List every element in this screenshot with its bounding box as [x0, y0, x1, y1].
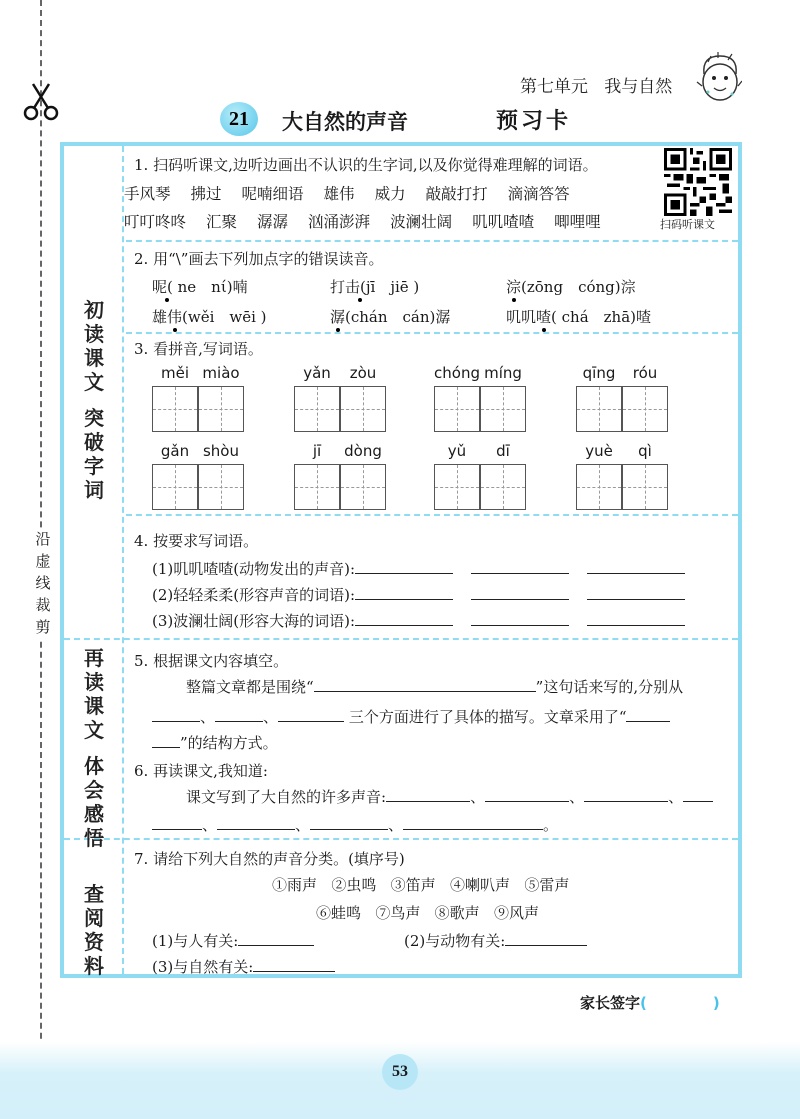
answer-blank[interactable]: [471, 611, 569, 626]
answer-blank[interactable]: [386, 787, 470, 802]
pinyin-choice[interactable]: 雄伟(wěi wēi ): [152, 308, 267, 326]
word-item[interactable]: 滴滴答答: [507, 185, 570, 203]
answer-blank[interactable]: [471, 559, 569, 574]
question-1: 1. 扫码听课文,边听边画出不认识的生字词,以及你觉得难理解的词语。: [134, 156, 598, 174]
word-item[interactable]: 汹涌澎湃: [308, 213, 371, 231]
fill-line: ”的结构方式。: [152, 732, 278, 753]
answer-row: (2)与动物有关:: [404, 930, 587, 951]
writing-box[interactable]: [294, 464, 340, 510]
writing-box[interactable]: [576, 464, 622, 510]
word-list-row-2: [124, 210, 621, 232]
sound-option: ②虫鸣: [331, 876, 377, 894]
writing-box[interactable]: [152, 386, 198, 432]
word-item[interactable]: 拂过: [190, 185, 222, 203]
sound-option: ⑧歌声: [434, 904, 480, 922]
answer-row: (1)叽叽喳喳(动物发出的声音):: [152, 558, 685, 579]
divider: [126, 514, 738, 516]
word-item[interactable]: 手风琴: [124, 185, 171, 203]
writing-box[interactable]: [434, 464, 480, 510]
lesson-title: 大自然的声音: [282, 109, 408, 134]
lesson-title-row: [220, 102, 600, 138]
answer-blank[interactable]: [278, 707, 344, 722]
answer-blank[interactable]: [217, 815, 295, 830]
writing-box[interactable]: [340, 464, 386, 510]
answer-blank[interactable]: [152, 815, 202, 830]
fill-line: 、 、 三个方面进行了具体的描写。文章采用了“: [152, 706, 670, 727]
qr-code-icon[interactable]: [664, 148, 732, 216]
answer-blank[interactable]: [215, 707, 263, 722]
question-5: 5. 根据课文内容填空。: [134, 652, 289, 670]
sound-option: ⑦鸟声: [375, 904, 421, 922]
sound-option: ③笛声: [390, 876, 436, 894]
writing-box[interactable]: [576, 386, 622, 432]
sound-option: ⑤雷声: [524, 876, 570, 894]
sound-options-row-1: [272, 874, 569, 895]
pinyin-choice[interactable]: 打击(jī jiē ): [330, 278, 420, 296]
writing-box[interactable]: [480, 386, 526, 432]
unit-topic: 我与自然: [604, 77, 673, 97]
fill-line: 整篇文章都是围绕“ ”这句话来写的,分别从: [186, 678, 684, 696]
answer-blank[interactable]: [683, 787, 713, 802]
word-item[interactable]: 雄伟: [323, 185, 355, 203]
question-7: 7. 请给下列大自然的声音分类。(填序号): [134, 850, 405, 868]
pinyin-choice[interactable]: 呢( ne nί)喃: [152, 278, 248, 296]
question-6: 6. 再读课文,我知道:: [134, 762, 268, 780]
answer-blank[interactable]: [471, 585, 569, 600]
word-item[interactable]: 潺潺: [257, 213, 289, 231]
divider: [64, 638, 738, 640]
word-item[interactable]: 威力: [374, 185, 406, 203]
word-list-row-1: [124, 182, 590, 204]
writing-box[interactable]: [198, 464, 244, 510]
unit-label: 第七单元: [520, 77, 588, 97]
answer-blank[interactable]: [355, 611, 453, 626]
preview-card-label: 预习卡: [496, 109, 572, 134]
answer-row: (1)与人有关:: [152, 930, 314, 951]
answer-blank[interactable]: [152, 707, 200, 722]
answer-blank[interactable]: [355, 585, 453, 600]
section-label-second-reading: 再 读 课 文 体 会 感 悟: [84, 646, 104, 850]
sound-option: ①雨声: [272, 876, 318, 894]
scissors-icon: [22, 82, 60, 122]
answer-blank[interactable]: [626, 707, 670, 722]
answer-blank[interactable]: [584, 787, 668, 802]
qr-caption: 扫码听课文: [660, 218, 715, 231]
answer-blank[interactable]: [314, 677, 536, 692]
writing-box[interactable]: [294, 386, 340, 432]
answer-row: (2)轻轻柔柔(形容声音的词语):: [152, 584, 685, 605]
word-item[interactable]: 波澜壮阔: [390, 213, 453, 231]
unit-heading: [520, 72, 672, 97]
writing-box[interactable]: [152, 464, 198, 510]
fill-line: 、 、 、 。: [152, 814, 558, 835]
pinyin-choice[interactable]: 潺(chán cán)潺: [330, 308, 451, 326]
writing-box[interactable]: [198, 386, 244, 432]
word-item[interactable]: 敲敲打打: [425, 185, 488, 203]
sound-option: ⑥蛙鸣: [316, 904, 362, 922]
section-label-research: 查 阅 资 料: [84, 882, 104, 978]
sound-options-row-2: [316, 902, 539, 923]
writing-box[interactable]: [622, 464, 668, 510]
answer-blank[interactable]: [310, 815, 388, 830]
answer-blank[interactable]: [238, 931, 314, 946]
cut-instruction: 沿 虚 线 裁 剪: [32, 528, 54, 638]
signature-field[interactable]: [647, 994, 713, 1008]
answer-blank[interactable]: [253, 957, 335, 972]
question-2: 2. 用“\”画去下列加点字的错误读音。: [134, 250, 384, 268]
word-item[interactable]: 叮叮咚咚: [124, 213, 187, 231]
divider: [126, 332, 738, 334]
answer-blank[interactable]: [587, 585, 685, 600]
answer-blank[interactable]: [152, 733, 180, 748]
writing-box[interactable]: [622, 386, 668, 432]
sound-option: ⑨风声: [493, 904, 539, 922]
writing-box[interactable]: [480, 464, 526, 510]
fill-line: 课文写到了大自然的许多声音: 、 、 、: [186, 786, 713, 807]
sound-option: ④喇叭声: [449, 876, 510, 894]
answer-blank[interactable]: [587, 611, 685, 626]
answer-row: (3)与自然有关:: [152, 956, 335, 977]
word-item[interactable]: 唧哩哩: [554, 213, 601, 231]
answer-blank[interactable]: [355, 559, 453, 574]
answer-blank[interactable]: [485, 787, 569, 802]
answer-blank[interactable]: [587, 559, 685, 574]
mascot-icon: [696, 52, 742, 106]
question-3: 3. 看拼音,写词语。: [134, 340, 263, 358]
word-item[interactable]: 汇聚: [206, 213, 238, 231]
question-4: 4. 按要求写词语。: [134, 532, 259, 550]
answer-blank[interactable]: [403, 815, 543, 830]
word-item[interactable]: 呢喃细语: [241, 185, 304, 203]
page-number: 53: [382, 1054, 418, 1090]
parent-signature: 家长签字( ): [580, 994, 720, 1012]
lesson-number: 21: [220, 102, 258, 136]
answer-row: (3)波澜壮阔(形容大海的词语):: [152, 610, 685, 631]
pinyin-choice[interactable]: 淙(zōng cóng)淙: [506, 278, 636, 296]
section-label-first-reading: 初 读 课 文 突 破 字 词: [84, 298, 104, 502]
answer-blank[interactable]: [505, 931, 587, 946]
writing-box[interactable]: [340, 386, 386, 432]
divider: [64, 838, 738, 840]
word-item[interactable]: 叽叽喳喳: [472, 213, 535, 231]
divider: [126, 240, 738, 242]
writing-box[interactable]: [434, 386, 480, 432]
pinyin-choice[interactable]: 叽叽喳( chá zhā)喳: [506, 308, 652, 326]
